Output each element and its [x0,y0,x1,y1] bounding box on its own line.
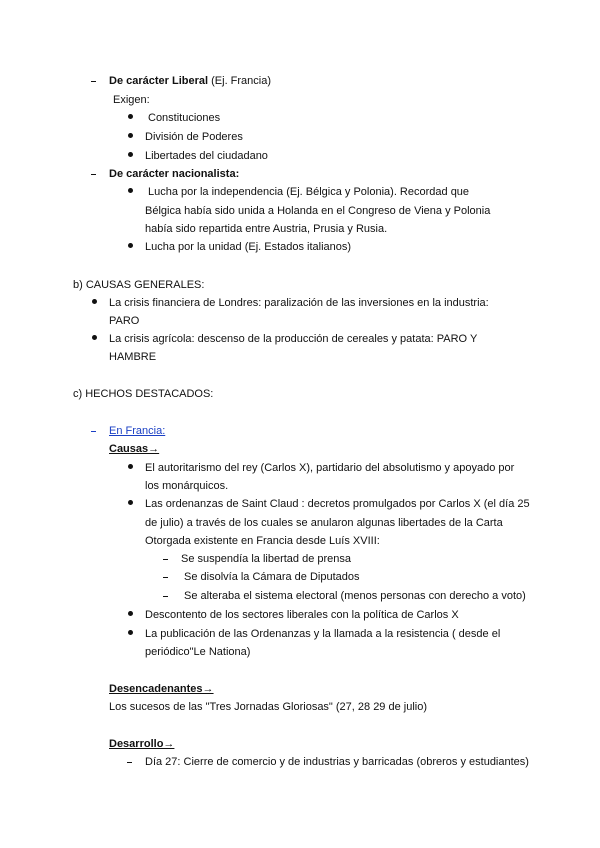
list-item-cont: Otorgada existente en Francia desde Luís XVIII: [145,535,380,547]
bullet [128,133,133,138]
list-item-cont: Bélgica había sido unida a Holanda en el Congreso de Viena y Polonia [145,205,491,217]
list-dash [91,174,96,175]
liberal-example: (Ej. Francia) [208,75,272,87]
bullet [128,611,133,616]
section-heading-b: b) CAUSAS GENERALES: [73,279,205,291]
list-item: Constituciones [148,112,221,124]
list-dash [91,431,96,432]
list-item: La crisis financiera de Londres: paralización de las inversiones en la industria: [109,297,489,309]
bullet [128,500,133,505]
sub-list-item: Se disolvía la Cámara de Diputados [184,571,360,583]
list-item: La publicación de las Ordenanzas y la llamada a la resistencia ( desde el [145,628,501,640]
list-dash [127,762,132,763]
causas-label: Causas→ [109,443,160,455]
bullet [128,243,133,248]
list-item: Lucha por la unidad (Ej. Estados italianos) [145,241,352,253]
bullet [92,299,97,304]
section-heading-c: c) HECHOS DESTACADOS: [73,388,214,400]
desarrollo-label: Desarrollo→ [109,738,175,750]
list-item-cont: había sido repartida entre Austria, Prusia y Rusia. [145,223,388,235]
desencadenantes-text: Los sucesos de las "Tres Jornadas Gloriosas" (27, 28 29 de julio) [109,701,428,713]
sub-dash [163,596,168,597]
nacionalista-label: De carácter nacionalista: [109,168,240,180]
bullet [128,152,133,157]
list-item-cont: de julio) a través de los cuales se anularon algunas libertades de la Carta [145,517,503,529]
dia27-item: Día 27: Cierre de comercio y de industrias y barricadas (obreros y estudiantes) [145,756,529,768]
list-item: Las ordenanzas de Saint Claud : decretos promulgados por Carlos X (el día 25 [145,498,530,510]
bullet [128,188,133,193]
desencadenantes-label: Desencadenantes→ [109,683,214,695]
list-item-cont: PARO [109,315,140,327]
bullet [128,630,133,635]
exigen-label: Exigen: [113,94,150,106]
liberal-label: De carácter Liberal [109,75,209,87]
sub-list-item: Se suspendía la libertad de prensa [181,553,352,565]
list-item: División de Poderes [145,131,243,143]
sub-dash [163,577,168,578]
list-item: El autoritarismo del rey (Carlos X), partidario del absolutismo y apoyado por [145,462,515,474]
bullet [128,114,133,119]
list-item: Lucha por la independencia (Ej. Bélgica y Polonia). Recordad que [148,186,470,198]
list-item-cont: los monárquicos. [145,480,229,492]
liberal-item [109,74,271,88]
sub-dash [163,559,168,560]
list-item: La crisis agrícola: descenso de la producción de cereales y patata: PARO Y [109,333,478,345]
en-francia-link[interactable]: En Francia: [109,425,166,437]
list-item: Libertades del ciudadano [145,150,268,162]
list-item-cont: periódico"Le Nationa) [145,646,251,658]
sub-list-item: Se alteraba el sistema electoral (menos personas con derecho a voto) [184,590,526,602]
list-item-cont: HAMBRE [109,351,157,363]
bullet [128,464,133,469]
list-dash [91,81,96,82]
list-item: Descontento de los sectores liberales con la política de Carlos X [145,609,459,621]
bullet [92,335,97,340]
